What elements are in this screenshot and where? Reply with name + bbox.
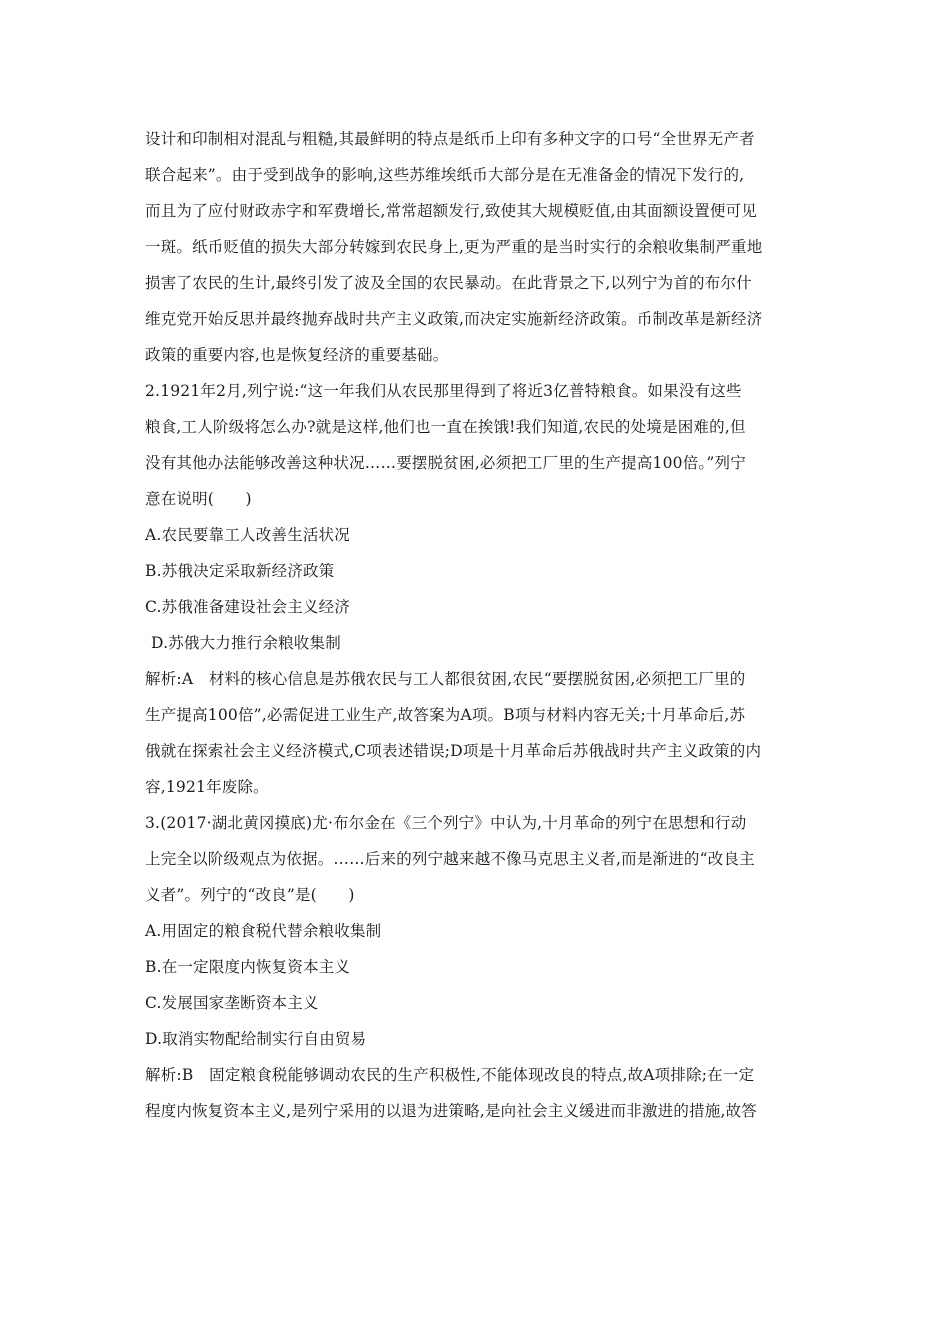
option-d: D.苏俄大力推行余粮收集制: [151, 634, 341, 652]
analysis-line: 容,1921年废除。: [145, 778, 269, 796]
intro-paragraph: [145, 121, 815, 373]
stem-line: 没有其他办法能够改善这种状况……要摆脱贫困,必须把工厂里的生产提高100倍。”列宁: [145, 454, 746, 472]
stem-line: 意在说明( ): [145, 490, 252, 508]
option-c: C.苏俄准备建设社会主义经济: [145, 598, 351, 616]
option-b: B.苏俄决定采取新经济政策: [145, 562, 335, 580]
question-3-analysis: [145, 1057, 815, 1129]
question-2-analysis: [145, 661, 815, 805]
analysis-line: 俄就在探索社会主义经济模式,C项表述错误;D项是十月革命后苏俄战时共产主义政策的内: [145, 742, 762, 760]
intro-line: 设计和印制相对混乱与粗糙,其最鲜明的特点是纸币上印有多种文字的口号“全世界无产者: [145, 130, 755, 148]
intro-line: 联合起来”。由于受到战争的影响,这些苏维埃纸币大部分是在无准备金的情况下发行的,: [145, 166, 745, 184]
analysis-line: 程度内恢复资本主义,是列宁采用的以退为进策略,是向社会主义缓进而非激进的措施,故答: [145, 1102, 757, 1120]
question-3-stem: [145, 805, 815, 913]
analysis-line: 解析:A 材料的核心信息是苏俄农民与工人都很贫困,农民“要摆脱贫困,必须把工厂里的: [145, 670, 746, 688]
intro-line: 而且为了应付财政赤字和军费增长,常常超额发行,致使其大规模贬值,由其面额设置便可见: [145, 202, 757, 220]
stem-line: 上完全以阶级观点为依据。……后来的列宁越来越不像马克思主义者,而是渐进的“改良主: [145, 850, 755, 868]
analysis-line: 解析:B 固定粮食税能够调动农民的生产积极性,不能体现改良的特点,故A项排除;在一定: [145, 1066, 755, 1084]
stem-line: 3.(2017·湖北黄冈摸底)尤·布尔金在《三个列宁》中认为,十月革命的列宁在思想和行动: [145, 814, 747, 832]
intro-line: 维克党开始反思并最终抛弃战时共产主义政策,而决定实施新经济政策。币制改革是新经济: [145, 310, 763, 328]
question-3: [145, 805, 815, 1129]
analysis-line: 生产提高100倍”,必需促进工业生产,故答案为A项。B项与材料内容无关;十月革命后,苏: [145, 706, 746, 724]
stem-line: 粮食,工人阶级将怎么办?就是这样,他们也一直在挨饿!我们知道,农民的处境是困难的,但: [145, 418, 746, 436]
option-a: A.农民要靠工人改善生活状况: [145, 526, 350, 544]
document-page: [145, 121, 815, 1129]
question-2: [145, 373, 815, 805]
question-2-options: [145, 517, 815, 661]
intro-line: 政策的重要内容,也是恢复经济的重要基础。: [145, 346, 449, 364]
option-b: B.在一定限度内恢复资本主义: [145, 958, 351, 976]
intro-line: 损害了农民的生计,最终引发了波及全国的农民暴动。在此背景之下,以列宁为首的布尔什: [145, 274, 752, 292]
question-2-stem: [145, 373, 815, 517]
stem-line: 2.1921年2月,列宁说:“这一年我们从农民那里得到了将近3亿普特粮食。如果没有这些: [145, 382, 742, 400]
option-d: D.取消实物配给制实行自由贸易: [145, 1030, 367, 1048]
option-c: C.发展国家垄断资本主义: [145, 994, 319, 1012]
stem-line: 义者”。列宁的“改良”是( ): [145, 886, 355, 904]
intro-line: 一斑。纸币贬值的损失大部分转嫁到农民身上,更为严重的是当时实行的余粮收集制严重地: [145, 238, 763, 256]
option-a: A.用固定的粮食税代替余粮收集制: [145, 922, 382, 940]
question-3-options: [145, 913, 815, 1057]
